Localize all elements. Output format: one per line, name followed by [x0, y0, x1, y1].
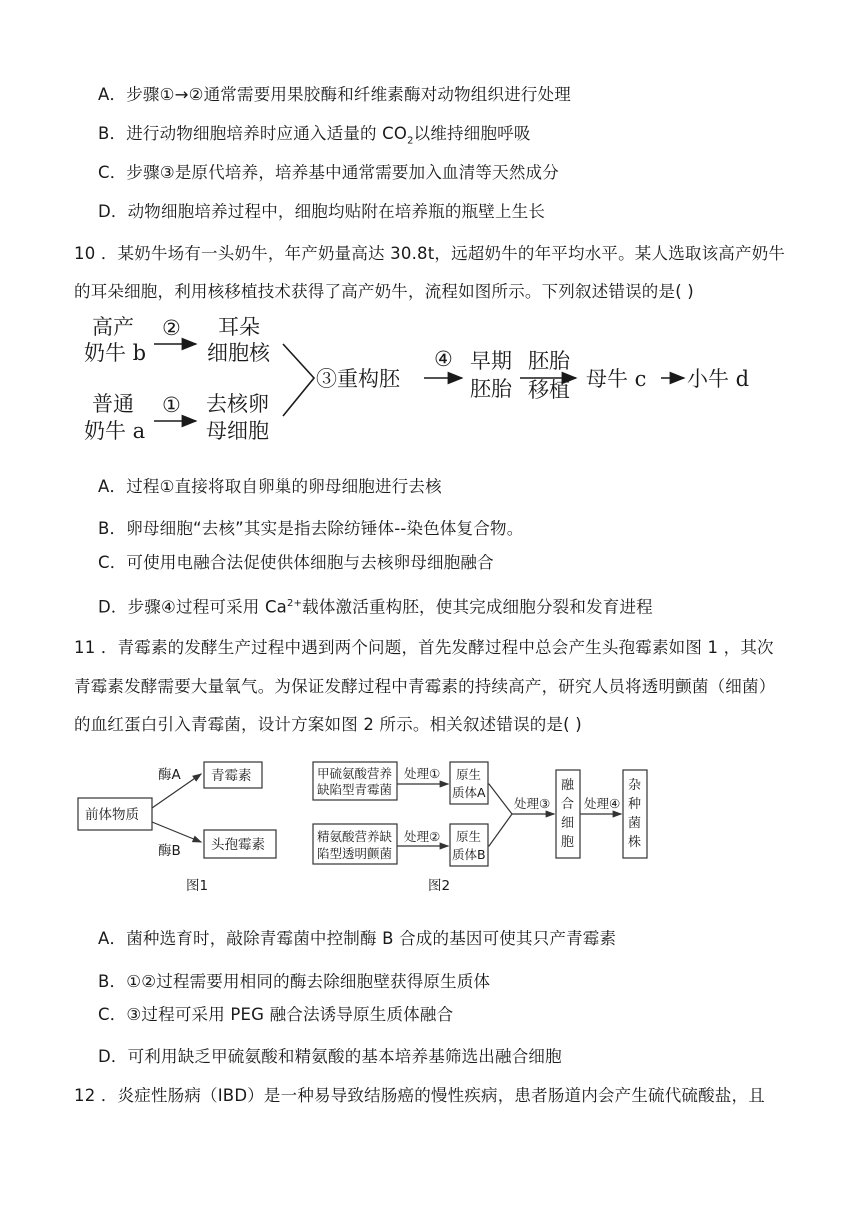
q9-option-c: C．步骤③是原代培养，培养基中通常需要加入血清等天然成分 — [98, 163, 559, 182]
hybrid-strain-char-2: 种 — [628, 797, 642, 812]
vitreoscilla-strain-label-1: 精氨酸营养缺 — [317, 829, 393, 844]
q10-stem-line1: 10 ．某奶牛场有一头奶牛，年产奶量高达 30.8t，远超奶牛的年平均水平。某人选取该高产奶牛 — [74, 244, 786, 263]
cow-b-label-2: 奶牛 b — [84, 341, 147, 365]
fused-cell-char-1: 融 — [561, 778, 575, 793]
q10-option-d: D．步骤④过程可采用 $Ca^{2+}$载体激活重构胚，使其完成细胞分裂和发育进程 — [98, 597, 653, 617]
cow-c-label: 母牛 c — [586, 367, 647, 391]
enzyme-b-label: 酶B — [158, 843, 181, 859]
figure-1-caption: 图1 — [186, 878, 209, 894]
cow-a-label-1: 普通 — [92, 392, 134, 416]
q11-stem-line2: 青霉素发酵需要大量氧气。为保证发酵过程中青霉素的持续高产，研究人员将透明颤菌（细菌） — [74, 677, 776, 696]
precursor-label: 前体物质 — [85, 807, 139, 823]
step-1-label: ① — [162, 393, 181, 417]
q11-figures — [70, 752, 670, 902]
figure-2-caption: 图2 — [428, 878, 451, 894]
cow-b-label-1: 高产 — [92, 315, 134, 339]
vitreoscilla-strain-label-2: 陷型透明颤菌 — [317, 846, 393, 861]
protoplast-a-label-1: 原生 — [456, 767, 482, 782]
q9-option-d: D．动物细胞培养过程中，细胞均贴附在培养瓶的瓶壁上生长 — [98, 202, 546, 221]
q11-option-b: B．①②过程需要用相同的酶去除细胞壁获得原生质体 — [98, 972, 491, 991]
q10-stem-line2: 的耳朵细胞，利用核移植技术获得了高产奶牛，流程如图所示。下列叙述错误的是( ) — [74, 282, 694, 301]
q10-option-b: B．卵母细胞“去核”其实是指去除纺锤体--染色体复合物。 — [98, 519, 524, 538]
early-embryo-label-2: 胚胎 — [470, 377, 512, 401]
fused-cell-char-3: 细 — [561, 816, 575, 831]
q11-stem-line3: 的血红蛋白引入青霉菌，设计方案如图 2 所示。相关叙述错误的是( ) — [74, 715, 582, 734]
hybrid-strain-char-4: 株 — [628, 835, 642, 850]
q10-option-a: A．过程①直接将取自卵巢的卵母细胞进行去核 — [98, 477, 442, 496]
penicillium-strain-label-1: 甲硫氨酸营养 — [317, 766, 393, 781]
penicillium-strain-label-2: 缺陷型青霉菌 — [317, 782, 393, 797]
protoplast-b-label-1: 原生 — [456, 829, 482, 844]
merge-bracket — [283, 344, 314, 416]
step-2-label: ② — [162, 316, 181, 340]
q11-option-c: C．③过程可采用 PEG 融合法诱导原生质体融合 — [98, 1005, 454, 1024]
q11-option-a: A．菌种选育时，敲除青霉菌中控制酶 B 合成的基因可使其只产青霉素 — [98, 929, 617, 948]
step-4-label: ④ — [434, 347, 453, 371]
q9-option-b: B．进行动物细胞培养时应通入适量的 $CO_2$以维持细胞呼吸 — [98, 124, 531, 147]
cephalosporin-label: 头孢霉素 — [211, 837, 265, 853]
process-2-label: 处理② — [404, 829, 441, 844]
calf-d-label: 小牛 d — [687, 367, 750, 391]
ear-label-1: 耳朵 — [218, 315, 260, 339]
q12-stem-line1: 12 ．炎症性肠病（IBD）是一种易导致结肠癌的慢性疾病，患者肠道内会产生硫代硫酸盐，且 — [74, 1086, 765, 1105]
fused-cell-char-2: 合 — [561, 797, 575, 812]
hybrid-strain-char-3: 菌 — [628, 816, 642, 831]
cow-a-label-2: 奶牛 a — [84, 419, 146, 443]
penicillin-label: 青霉素 — [211, 768, 252, 784]
oocyte-label-2: 母细胞 — [206, 419, 269, 443]
protoplast-b-label-2: 质体B — [452, 847, 486, 862]
q11-option-d: D．可利用缺乏甲硫氨酸和精氨酸的基本培养基筛选出融合细胞 — [98, 1047, 562, 1066]
reconstructed-embryo-label: ③重构胚 — [316, 367, 400, 391]
process-4-label: 处理④ — [584, 796, 621, 811]
fusion-bracket — [489, 784, 512, 846]
embryo-transfer-label-2: 移植 — [528, 378, 570, 402]
early-embryo-label-1: 早期 — [470, 349, 512, 373]
q11-stem-line1: 11 ．青霉素的发酵生产过程中遇到两个问题，首先发酵过程中总会产生头孢霉素如图 1 ，其次 — [74, 638, 774, 657]
q9-option-a: A．步骤①→②通常需要用果胶酶和纤维素酶对动物组织进行处理 — [98, 85, 572, 104]
arrow-to-cephalosporin — [152, 822, 201, 842]
embryo-transfer-label-1: 胚胎 — [528, 349, 570, 373]
oocyte-label-1: 去核卵 — [206, 392, 269, 416]
process-3-label: 处理③ — [514, 796, 551, 811]
hybrid-strain-char-1: 杂 — [628, 778, 642, 793]
q10-nuclear-transfer-diagram — [76, 308, 776, 453]
protoplast-a-label-2: 质体A — [452, 785, 486, 800]
q10-option-c: C．可使用电融合法促使供体细胞与去核卵母细胞融合 — [98, 553, 494, 572]
enzyme-a-label: 酶A — [158, 767, 181, 783]
fused-cell-char-4: 胞 — [561, 835, 575, 850]
process-1-label: 处理① — [404, 766, 441, 781]
ear-label-2: 细胞核 — [207, 341, 270, 365]
